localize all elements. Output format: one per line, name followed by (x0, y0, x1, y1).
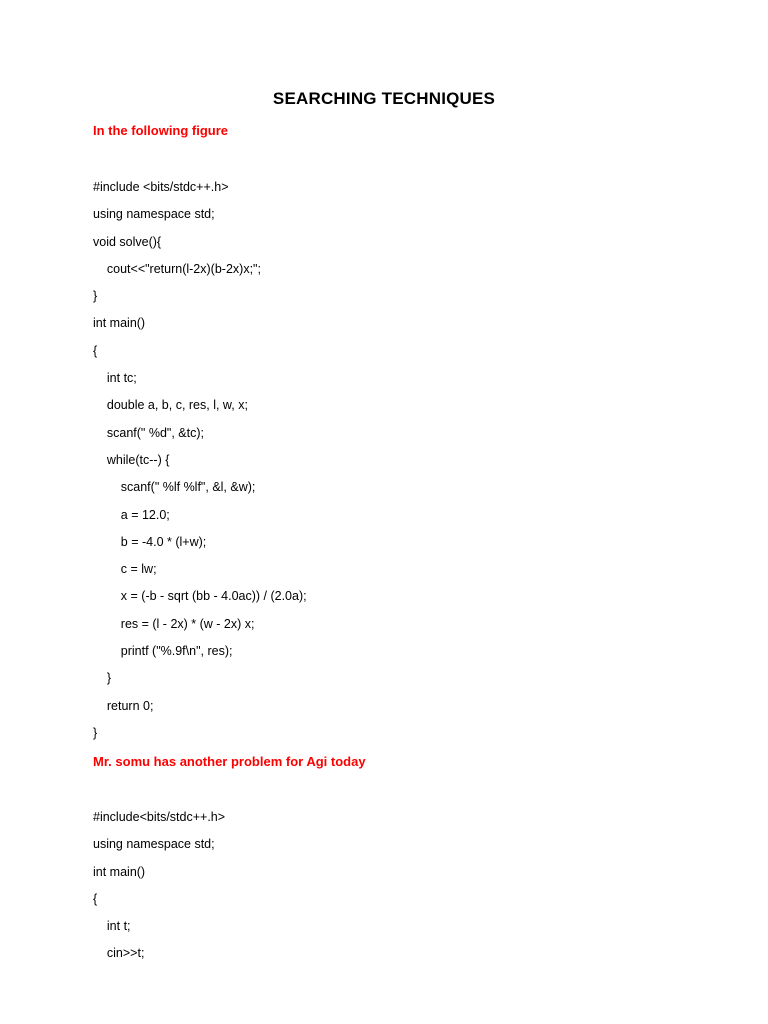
code-line: #include<bits/stdc++.h> (93, 810, 226, 824)
code-line: } (93, 725, 98, 740)
code-line: int tc; (93, 371, 137, 386)
code-line: void solve(){ (93, 234, 162, 249)
code-line: int main() (93, 316, 146, 331)
code-line: double a, b, c, res, l, w, x; (93, 398, 248, 413)
code-line: a = 12.0; (93, 507, 170, 522)
code-line: { (93, 891, 98, 906)
code-line: } (93, 671, 112, 686)
code-line: } (93, 289, 98, 304)
code-block-main (93, 808, 225, 972)
page-title: SEARCHING TECHNIQUES (272, 89, 496, 108)
code-line: c = lw; (93, 562, 157, 577)
code-line: b = -4.0 * (l+w); (93, 534, 207, 549)
code-line: res = (l - 2x) * (w - 2x) x; (93, 616, 255, 631)
code-line: x = (-b - sqrt (bb - 4.0ac)) / (2.0a); (93, 589, 307, 604)
code-line: using namespace std; (93, 207, 215, 222)
code-line: scanf(" %lf %lf", &l, &w); (93, 480, 256, 495)
code-line: { (93, 343, 98, 358)
code-line: #include <bits/stdc++.h> (93, 180, 229, 194)
code-block-solve (93, 178, 307, 751)
section-heading-somu-problem: Mr. somu has another problem for Agi today (93, 754, 366, 769)
code-line: int t; (93, 919, 131, 934)
section-heading-following-figure: In the following figure (93, 123, 229, 138)
code-line: cout<<"return(l-2x)(b-2x)x;"; (93, 261, 261, 276)
code-line: using namespace std; (93, 837, 215, 852)
code-line: return 0; (93, 698, 154, 713)
code-line: scanf(" %d", &tc); (93, 425, 204, 440)
code-line: cin>>t; (93, 946, 145, 961)
code-line: while(tc--) { (93, 452, 170, 467)
code-line: int main() (93, 864, 146, 879)
code-line: printf ("%.9f\n", res); (93, 644, 233, 659)
